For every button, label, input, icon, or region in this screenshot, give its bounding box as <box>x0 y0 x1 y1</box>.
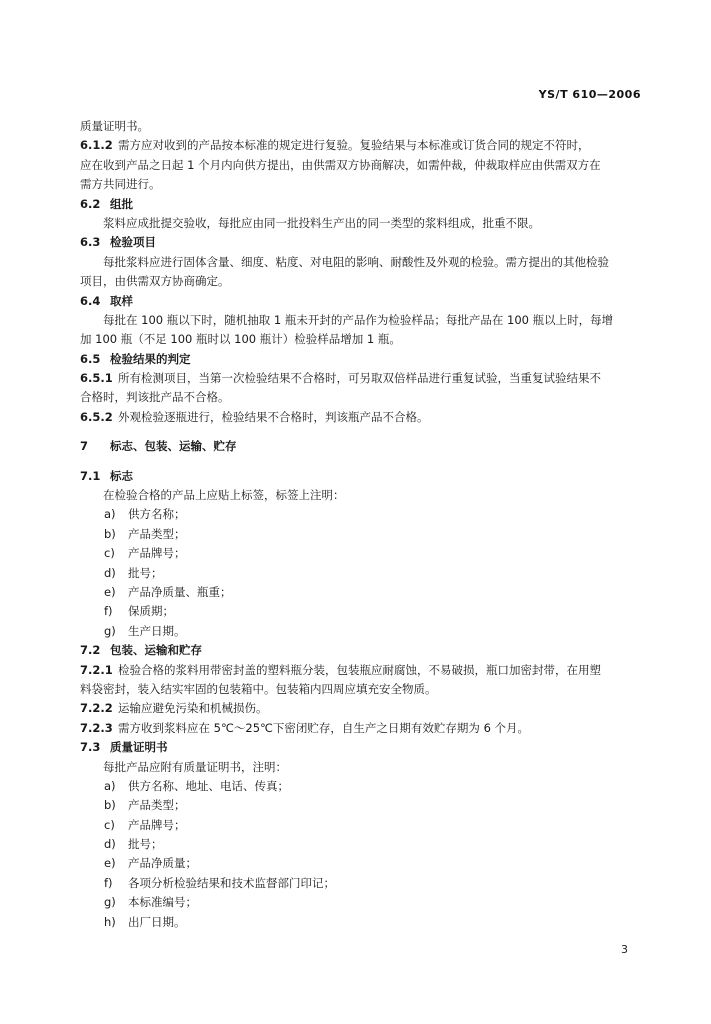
list-letter: f) <box>104 875 113 890</box>
list-item <box>80 544 643 563</box>
clause-text: 所有检测项目，当第一次检验结果不合格时，可另取双倍样品进行重复试验，当重复试验结果不 <box>118 371 601 386</box>
list-item <box>80 525 643 544</box>
clause-number: 7.2.2 <box>80 701 113 716</box>
list-item <box>80 854 643 873</box>
chapter-number: 7 <box>80 439 89 454</box>
section-6-4-line-2: 加 100 瓶（不足 100 瓶时以 100 瓶计）检验样品增加 1 瓶。 <box>80 332 401 347</box>
list-letter: d) <box>104 565 116 580</box>
clause-6-1-2-line-3: 需方共同进行。 <box>80 177 161 192</box>
section-title: 检验项目 <box>110 235 156 250</box>
heading-7-3 <box>80 738 643 757</box>
list-item <box>80 777 643 796</box>
list-item <box>80 913 643 932</box>
clause-number: 7.2.1 <box>80 662 113 677</box>
section-7-3-intro: 每批产品应附有质量证明书，注明： <box>103 759 287 774</box>
list-letter: b) <box>104 526 116 541</box>
clause-text: 运输应避免污染和机械损伤。 <box>118 701 268 716</box>
list-letter: f) <box>104 604 113 619</box>
heading-6-3 <box>80 233 643 252</box>
section-6-4-line-1: 每批在 100 瓶以下时，随机抽取 1 瓶未开封的产品作为检验样品；每批产品在 100 瓶以上时，每增 <box>103 312 614 327</box>
clause-number: 6.5.2 <box>80 409 113 424</box>
chapter-title: 标志、包装、运输、贮存 <box>110 439 237 454</box>
list-item <box>80 796 643 815</box>
list-letter: e) <box>104 584 116 599</box>
document-body <box>80 117 643 932</box>
section-number: 7.1 <box>80 468 101 483</box>
list-letter: c) <box>104 817 115 832</box>
list-letter: g) <box>104 895 116 910</box>
list-letter: h) <box>104 914 116 929</box>
chapter-7-heading <box>80 437 643 456</box>
clause-number: 7.2.3 <box>80 720 113 735</box>
list-text: 产品牌号； <box>128 817 186 832</box>
section-number: 6.4 <box>80 293 101 308</box>
list-letter: d) <box>104 837 116 852</box>
heading-7-2 <box>80 641 643 660</box>
list-text: 出厂日期。 <box>128 914 186 929</box>
list-text: 本标准编号； <box>128 895 197 910</box>
list-item <box>80 583 643 602</box>
section-title: 标志 <box>110 468 133 483</box>
list-item <box>80 893 643 912</box>
section-number: 6.3 <box>80 235 101 250</box>
clause-7-2-1-line-1 <box>80 661 643 680</box>
list-text: 各项分析检验结果和技术监督部门印记； <box>128 875 335 890</box>
section-title: 组批 <box>110 196 133 211</box>
continuation-line: 质量证明书。 <box>80 119 149 133</box>
heading-7-1 <box>80 467 643 486</box>
list-item <box>80 505 643 524</box>
section-title: 取样 <box>110 293 133 308</box>
section-number: 6.5 <box>80 351 101 366</box>
clause-6-1-2-line-2: 应在收到产品之日起 1 个月内向供方提出，由供需双方协商解决，如需仲裁，仲裁取样应由供需双方在 <box>80 157 601 172</box>
heading-6-5 <box>80 350 643 369</box>
clause-7-2-1-line-2: 料袋密封，装入结实牢固的包装箱中。包装箱内四周应填充安全物质。 <box>80 681 437 696</box>
section-6-3-line-1: 每批浆料应进行固体含量、细度、粘度、对电阻的影响、耐酸性及外观的检验。需方提出的其他检验 <box>103 254 609 269</box>
clause-7-2-3 <box>80 719 643 738</box>
standard-code: YS/T 610—2006 <box>538 88 641 101</box>
clause-6-5-1-line-1 <box>80 369 643 388</box>
list-text: 供方名称、地址、电话、传真； <box>128 778 289 793</box>
list-item <box>80 602 643 621</box>
clause-number: 6.1.2 <box>80 138 113 153</box>
heading-6-4 <box>80 292 643 311</box>
section-number: 6.2 <box>80 196 101 211</box>
list-text: 产品净质量、瓶重； <box>128 584 232 599</box>
list-letter: g) <box>104 623 116 638</box>
clause-number: 6.5.1 <box>80 371 113 386</box>
list-item <box>80 835 643 854</box>
section-6-3-line-2: 项目，由供需双方协商确定。 <box>80 274 230 289</box>
clause-7-2-2 <box>80 699 643 718</box>
list-text: 产品类型； <box>128 526 186 541</box>
list-letter: b) <box>104 798 116 813</box>
list-text: 批号； <box>128 565 163 580</box>
clause-text: 需方应对收到的产品按本标准的规定进行复验。复验结果与本标准或订货合同的规定不符时， <box>118 138 590 153</box>
list-text: 生产日期。 <box>128 623 186 638</box>
clause-6-1-2-line-1 <box>80 136 643 155</box>
list-text: 保质期； <box>128 604 174 619</box>
list-item <box>80 564 643 583</box>
section-title: 包装、运输和贮存 <box>110 643 202 658</box>
section-number: 7.3 <box>80 740 101 755</box>
clause-text: 外观检验逐瓶进行，检验结果不合格时，判该瓶产品不合格。 <box>118 409 429 424</box>
clause-text: 需方收到浆料应在 5℃～25℃下密闭贮存，自生产之日期有效贮存期为 6 个月。 <box>118 720 530 735</box>
clause-6-5-1-line-2: 合格时，判该批产品不合格。 <box>80 390 230 405</box>
section-title: 检验结果的判定 <box>110 351 191 366</box>
list-item <box>80 622 643 641</box>
list-text: 供方名称； <box>128 507 186 522</box>
list-letter: c) <box>104 546 115 561</box>
section-title: 质量证明书 <box>110 740 168 755</box>
section-6-2-text: 浆料应成批提交验收，每批应由同一批投料生产出的同一类型的浆料组成，批重不限。 <box>103 215 540 230</box>
list-text: 批号； <box>128 837 163 852</box>
list-letter: a) <box>104 778 116 793</box>
list-text: 产品净质量； <box>128 856 197 871</box>
list-text: 产品牌号； <box>128 546 186 561</box>
page-number: 3 <box>621 943 628 956</box>
list-item <box>80 874 643 893</box>
list-letter: a) <box>104 507 116 522</box>
section-7-1-intro: 在检验合格的产品上应贴上标签，标签上注明： <box>103 488 345 503</box>
section-number: 7.2 <box>80 643 101 658</box>
clause-6-5-2 <box>80 408 643 427</box>
heading-6-2 <box>80 195 643 214</box>
list-letter: e) <box>104 856 116 871</box>
clause-text: 检验合格的浆料用带密封盖的塑料瓶分装，包装瓶应耐腐蚀，不易破损，瓶口加密封带，在用塑 <box>118 662 601 677</box>
list-text: 产品类型； <box>128 798 186 813</box>
list-item <box>80 816 643 835</box>
